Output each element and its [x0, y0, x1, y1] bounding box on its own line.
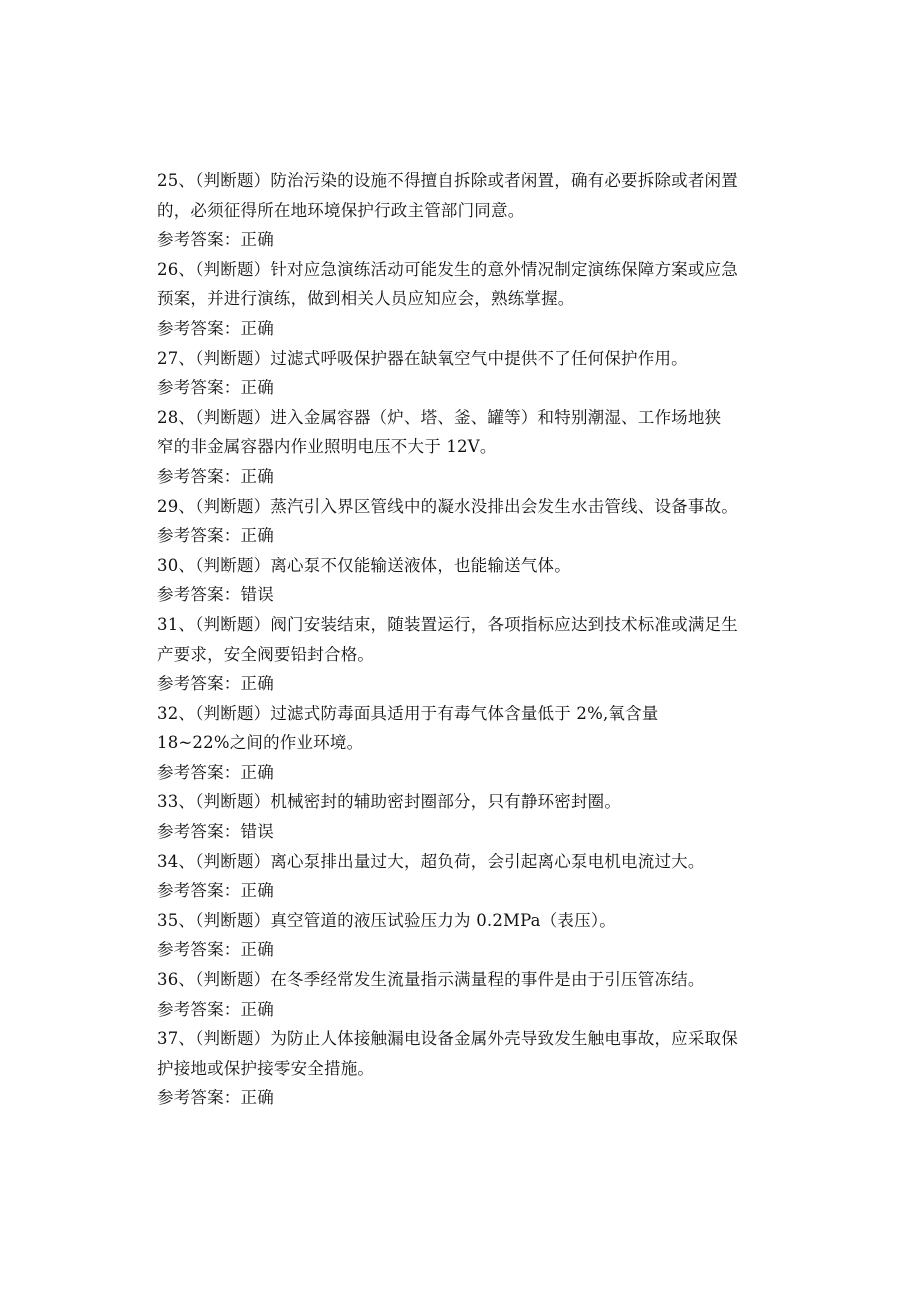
question-item	[157, 906, 757, 965]
question-text-line: 34、（判断题）离心泵排出量过大，超负荷，会引起离心泵电机电流过大。	[157, 851, 705, 871]
question-text-line: 32、（判断题）过滤式防毒面具适用于有毒气体含量低于 2%,氧含量	[157, 703, 659, 723]
question-item	[157, 255, 757, 344]
question-text-line: 37、（判断题）为防止人体接触漏电设备金属外壳导致发生触电事故，应采取保	[157, 1029, 738, 1049]
question-text-line: 31、（判断题）阀门安装结束，随装置运行，各项指标应达到技术标准或满足生	[157, 614, 738, 634]
question-item	[157, 403, 757, 492]
question-text-line: 26、（判断题）针对应急演练活动可能发生的意外情况制定演练保障方案或应急	[157, 259, 738, 279]
question-item	[157, 847, 757, 906]
answer-text: 参考答案：正确	[157, 762, 274, 782]
question-text-line: 预案，并进行演练，做到相关人员应知应会，熟练掌握。	[157, 289, 575, 309]
question-text-line: 窄的非金属容器内作业照明电压不大于 12V。	[157, 437, 497, 457]
answer-text: 参考答案：正确	[157, 881, 274, 901]
question-text-line: 35、（判断题）真空管道的液压试验压力为 0.2MPa（表压）。	[157, 910, 616, 930]
question-item	[157, 492, 757, 551]
question-item	[157, 965, 757, 1024]
question-text-line: 33、（判断题）机械密封的辅助密封圈部分，只有静环密封圈。	[157, 792, 622, 812]
question-item	[157, 166, 757, 255]
answer-text: 参考答案：正确	[157, 526, 274, 546]
question-text-line: 28、（判断题）进入金属容器（炉、塔、釜、罐等）和特别潮湿、工作场地狭	[157, 407, 722, 427]
question-text-line: 29、（判断题）蒸汽引入界区管线中的凝水没排出会发生水击管线、设备事故。	[157, 496, 738, 516]
question-text-line: 18~22%之间的作业环境。	[157, 733, 364, 753]
answer-text: 参考答案：错误	[157, 822, 274, 842]
question-text-line: 25、（判断题）防治污染的设施不得擅自拆除或者闲置，确有必要拆除或者闲置	[157, 171, 738, 190]
answer-text: 参考答案：正确	[157, 466, 274, 486]
question-text-line: 36、（判断题）在冬季经常发生流量指示满量程的事件是由于引压管冻结。	[157, 970, 705, 990]
question-text-line: 产要求，安全阀要铅封合格。	[157, 644, 375, 664]
answer-text: 参考答案：正确	[157, 230, 274, 250]
question-item	[157, 551, 757, 610]
question-item	[157, 1024, 757, 1113]
question-item	[157, 699, 757, 788]
answer-text: 参考答案：正确	[157, 999, 274, 1019]
question-text-line: 的，必须征得所在地环境保护行政主管部门同意。	[157, 200, 525, 220]
answer-text: 参考答案：错误	[157, 585, 274, 605]
question-text-line: 护接地或保护接零安全措施。	[157, 1058, 375, 1078]
question-item	[157, 344, 757, 403]
answer-text: 参考答案：正确	[157, 674, 274, 694]
question-list	[157, 166, 757, 1113]
question-item	[157, 610, 757, 699]
question-text-line: 27、（判断题）过滤式呼吸保护器在缺氧空气中提供不了任何保护作用。	[157, 348, 688, 368]
answer-text: 参考答案：正确	[157, 318, 274, 338]
answer-text: 参考答案：正确	[157, 940, 274, 960]
answer-text: 参考答案：正确	[157, 378, 274, 398]
question-item	[157, 787, 757, 846]
question-text-line: 30、（判断题）离心泵不仅能输送液体，也能输送气体。	[157, 555, 571, 575]
answer-text: 参考答案：正确	[157, 1088, 274, 1108]
